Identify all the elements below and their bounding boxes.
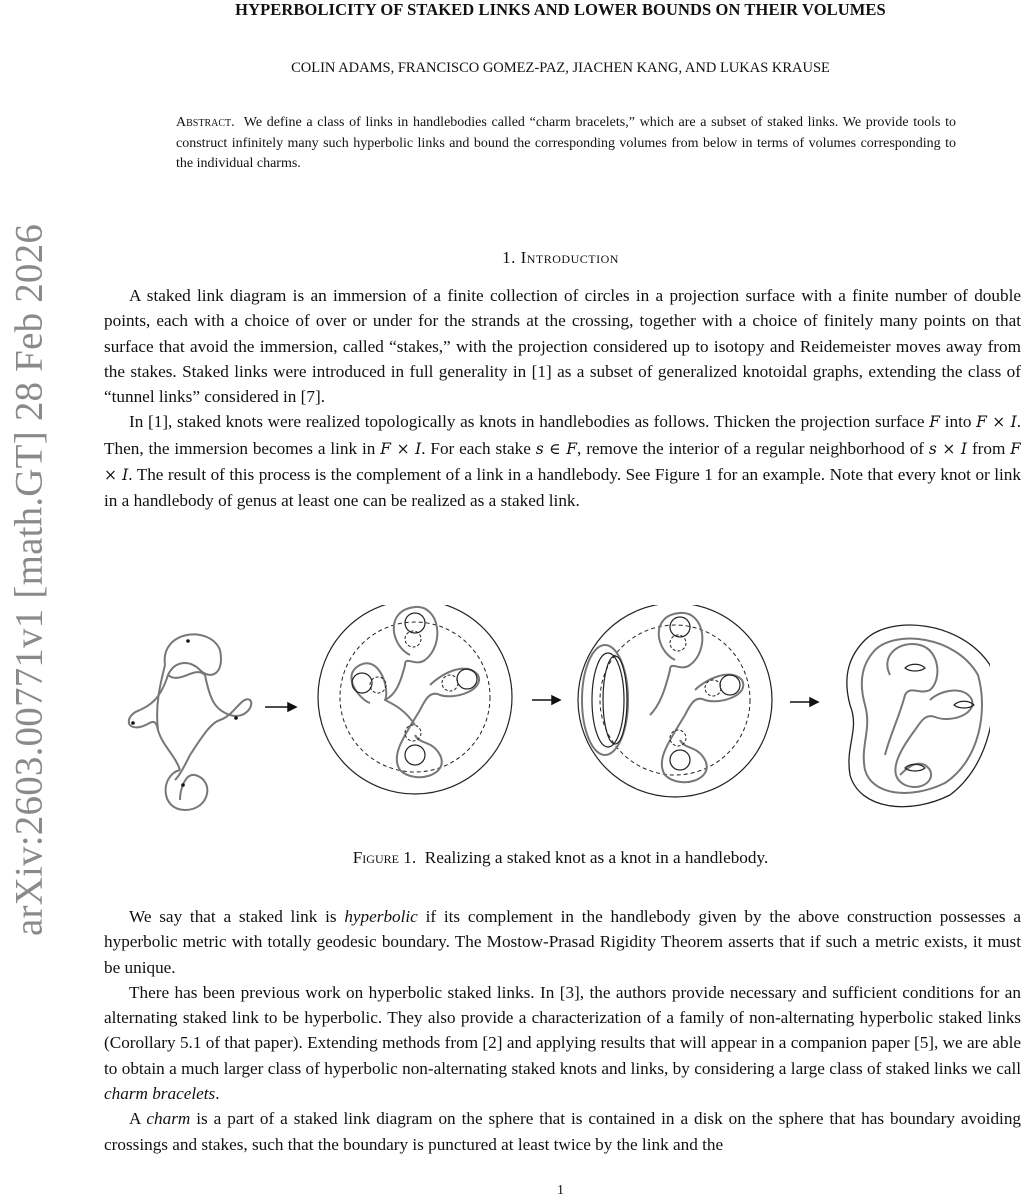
intro-text-block-2	[104, 904, 1021, 1157]
paragraph-staked-link-diagram: A staked link diagram is an immersion of a finite collection of circles in a projection surface with a finite number of double points, each with a choice of over or under for the strands at the crossing, together with a choice of finitely many points on that surface that avoid the immersion, called “stakes,” with the projection considered up to isotopy and Reidemeister moves away from the stakes. Staked links were introduced in full generality in [1] as a subset of generalized knotoidal graphs, extending the class of “tunnel links” considered in [7].	[104, 286, 1021, 407]
figure-1	[120, 605, 990, 845]
text-span: , remove the interior of a regular neighborhood of	[577, 438, 929, 458]
math-sxI: s × I	[928, 439, 968, 458]
text-span: if its complement in the handlebody given by the above construction possesses a hyperbolic metric with totally geodesic boundary. The Mostow-Prasad Rigidity Theorem asserts that if such a metric exists, it must be unique.	[104, 907, 1021, 977]
page-number: 1	[557, 1183, 564, 1198]
paper-title: HYPERBOLICITY OF STAKED LINKS AND LOWER BOUNDS ON THEIR VOLUMES	[235, 0, 886, 19]
abstract-label: Abstract.	[176, 115, 235, 130]
figure-1-caption	[100, 848, 1021, 868]
math-FxI: F × I	[104, 439, 1021, 485]
math-s-in-F: s ∈ F	[535, 439, 578, 458]
intro-text-block-1	[104, 283, 1021, 514]
paragraph-handlebody-realization	[104, 409, 1021, 513]
figure-caption-text: Realizing a staked knot as a knot in a handlebody.	[424, 848, 769, 867]
text-span: We say that a staked link is	[129, 907, 345, 926]
text-span: There has been previous work on hyperbolic staked links. In [3], the authors provide necessary and sufficient conditions for an alternating staked link to be hyperbolic. They also provide a characterization of a family of non-alternating hyperbolic staked links (Corollary 5.1 of that paper). Extending methods from [2] and applying results that will appear in a companion paper [5], we are able to obtain a much larger class of hyperbolic non-alternating staked knots and links, by considering a large class of staked links we call	[104, 982, 1021, 1078]
paragraph-charm-definition	[104, 1106, 1021, 1157]
math-FxI: F × I	[976, 413, 1017, 432]
text-span: .	[215, 1084, 220, 1104]
text-span: . Then, the immersion becomes a link in	[104, 412, 1021, 458]
paragraph-previous-work	[104, 980, 1021, 1106]
arrow-right-icon	[265, 703, 296, 711]
abstract	[176, 113, 956, 175]
emphasis-charm: charm	[146, 1109, 191, 1129]
paper-authors: COLIN ADAMS, FRANCISCO GOMEZ-PAZ, JIACHEN KANG, AND LUKAS KRAUSE	[291, 60, 830, 76]
arxiv-identifier-stamp	[4, 200, 54, 960]
emphasis-charm-bracelets: charm bracelets	[104, 1084, 216, 1104]
text-span: is a part of a staked link diagram on the sphere that is contained in a disk on the sphere that has boundary avoiding crossings and stakes, such that the boundary is punctured at least twice by the link and the	[104, 1109, 1021, 1154]
section-heading-introduction	[100, 248, 1021, 268]
figure-1-illustration	[120, 605, 990, 845]
section-title: Introduction	[520, 248, 619, 267]
disk-with-stake-holes	[318, 605, 512, 794]
math-F: F	[929, 413, 941, 432]
paragraph-hyperbolic-definition	[104, 904, 1021, 980]
arxiv-stamp-text: arXiv:2603.00771v1 [math.GT] 28 Feb 2026	[7, 223, 51, 937]
arrow-right-icon	[532, 696, 560, 704]
section-number: 1.	[502, 248, 516, 267]
thickened-disk-with-handle	[578, 605, 772, 797]
text-span: into	[940, 412, 977, 432]
text-span: In [1], staked knots were realized topologically as knots in handlebodies as follows. Thicken the projection surface	[129, 412, 930, 432]
arrow-right-icon	[790, 698, 818, 706]
text-span: . For each stake	[421, 438, 536, 458]
math-FxI: F × I	[380, 439, 422, 458]
abstract-text: We define a class of links in handlebodies called “charm bracelets,” which are a subset of staked links. We provide tools to construct infinitely many such hyperbolic links and bound the corresponding volumes from below in terms of volumes corresponding to the individual charms.	[176, 115, 957, 171]
figure-label: Figure 1.	[352, 848, 417, 867]
text-span: . The result of this process is the complement of a link in a handlebody. See Figure 1 for an example. Note that every knot or link in a handlebody of genus at least one can be realized as a staked link.	[104, 465, 1021, 511]
text-span: from	[967, 438, 1011, 458]
emphasis-hyperbolic: hyperbolic	[344, 907, 418, 926]
staked-knot-diagram	[129, 634, 252, 810]
text-span: A	[129, 1109, 147, 1129]
genus-three-handlebody	[847, 625, 990, 807]
